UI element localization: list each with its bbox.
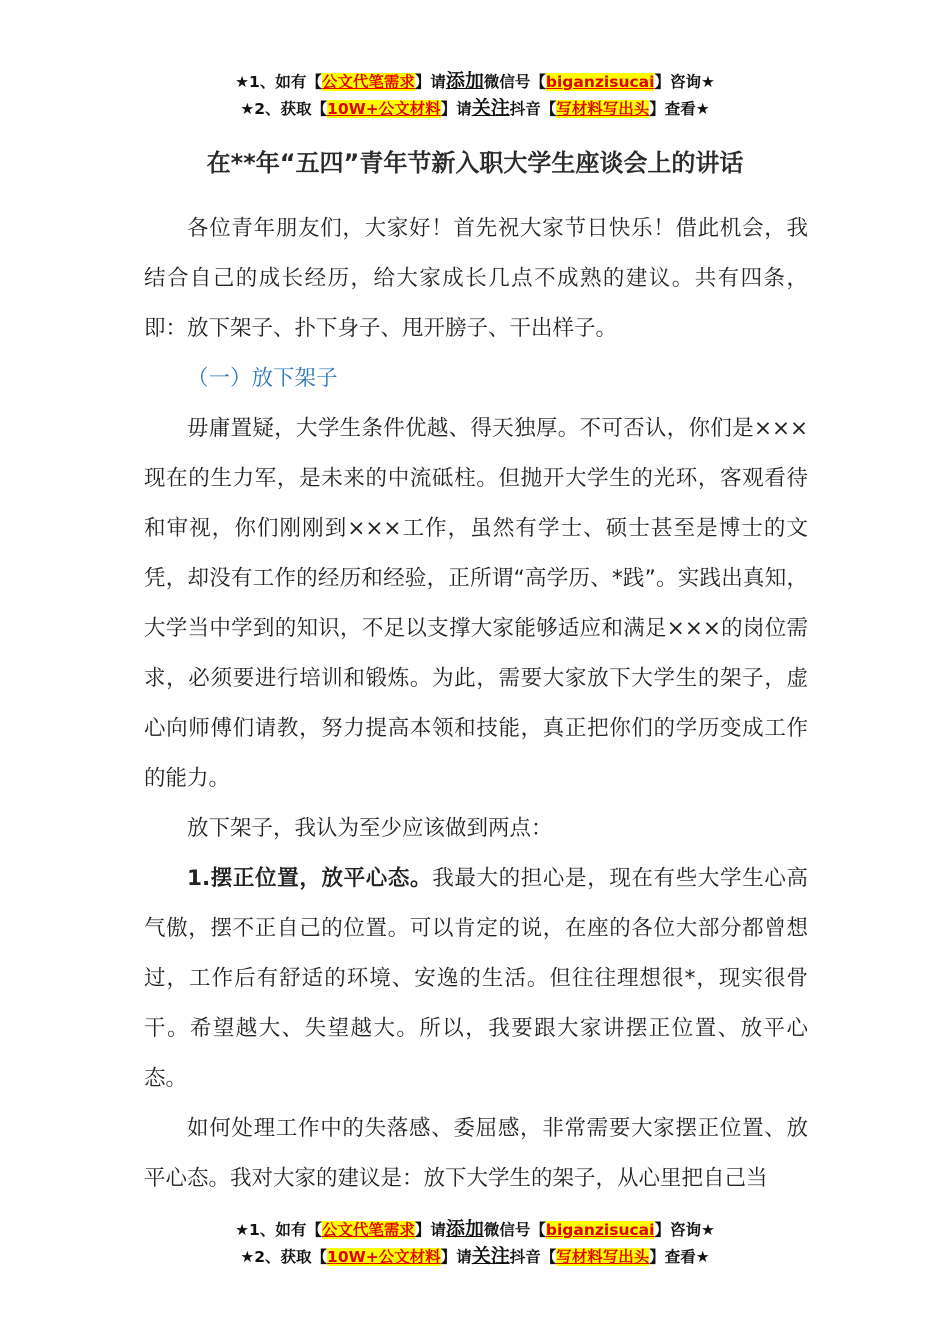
promo-text: 】请 [414, 73, 446, 91]
document-title: 在**年“五四”青年节新入职大学生座谈会上的讲话 [206, 149, 744, 177]
promo-text: 】请 [440, 1248, 472, 1266]
section-heading-1: （一）放下架子 [187, 366, 338, 391]
promo-highlight-material: 10W+公文材料 [327, 100, 441, 118]
promo-add: 添加 [445, 70, 484, 92]
promo-text: 】咨询★ [654, 73, 715, 91]
promo-text: 】查看★ [649, 1248, 710, 1266]
promo-follow: 关注 [471, 1245, 510, 1267]
promo-text: 】查看★ [649, 100, 710, 118]
promo-text: 】咨询★ [654, 1221, 715, 1239]
promo-text: 】请 [440, 100, 472, 118]
promo-text: 】请 [414, 1221, 446, 1239]
promo-douyin-id: 写材料写出头 [556, 1248, 650, 1266]
promo-douyin-id: 写材料写出头 [556, 100, 650, 118]
promo-text: 微信号【 [483, 1221, 546, 1239]
promo-text: ★2、获取【 [240, 100, 328, 118]
promo-line-2 [0, 1243, 950, 1270]
promo-highlight-need: 公文代笔需求 [321, 1221, 415, 1239]
paragraph-4 [144, 854, 808, 1104]
promo-add: 添加 [445, 1218, 484, 1240]
promo-highlight-need: 公文代笔需求 [321, 73, 415, 91]
promo-text: ★1、如有【 [235, 73, 322, 91]
header-promo [0, 68, 950, 122]
promo-text: ★1、如有【 [235, 1221, 322, 1239]
promo-wechat-id: biganzisucai [545, 73, 655, 91]
promo-text: 抖音【 [509, 100, 557, 118]
point-1-text: 我最大的担心是，现在有些大学生心高气傲，摆不正自己的位置。可以肯定的说，在座的各位大部分都曾想过，工作后有舒适的环境、安逸的生活。但往往理想很*，现实很骨干。希望越大、失望越大。所以，我要跟大家讲摆正位置、放平心态。 [144, 866, 808, 1091]
paragraph-intro: 各位青年朋友们，大家好！首先祝大家节日快乐！借此机会，我结合自己的成长经历，给大家成长几点不成熟的建议。共有四条，即：放下架子、扑下身子、甩开膀子、干出样子。 [144, 216, 808, 341]
promo-line-1 [0, 1216, 950, 1243]
paragraph-5: 如何处理工作中的失落感、委屈感，非常需要大家摆正位置、放平心态。我对大家的建议是：放下大学生的架子，从心里把自己当 [144, 1116, 808, 1191]
promo-line-1 [0, 68, 950, 95]
promo-text: ★2、获取【 [240, 1248, 328, 1266]
promo-line-2 [0, 95, 950, 122]
promo-text: 微信号【 [483, 73, 546, 91]
promo-highlight-material: 10W+公文材料 [327, 1248, 441, 1266]
footer-promo [0, 1216, 950, 1270]
paragraph-3: 放下架子，我认为至少应该做到两点： [187, 816, 553, 841]
paragraph-2: 毋庸置疑，大学生条件优越、得天独厚。不可否认，你们是×××现在的生力军，是未来的中流砥柱。但抛开大学生的光环，客观看待和审视，你们刚刚到×××工作，虽然有学士、硕士甚至是博士的文凭，却没有工作的经历和经验，正所谓“高学历、*践”。实践出真知，大学当中学到的知识，不足以支撑大家能够适应和满足×××的岗位需求，必须要进行培训和锻炼。为此，需要大家放下大学生的架子，虚心向师傅们请教，努力提高本领和技能，真正把你们的学历变成工作的能力。 [144, 416, 808, 791]
promo-wechat-id: biganzisucai [545, 1221, 655, 1239]
promo-text: 抖音【 [509, 1248, 557, 1266]
point-1-lead: 1.摆正位置，放平心态。 [187, 866, 433, 891]
promo-follow: 关注 [471, 97, 510, 119]
article-body [144, 204, 808, 1204]
